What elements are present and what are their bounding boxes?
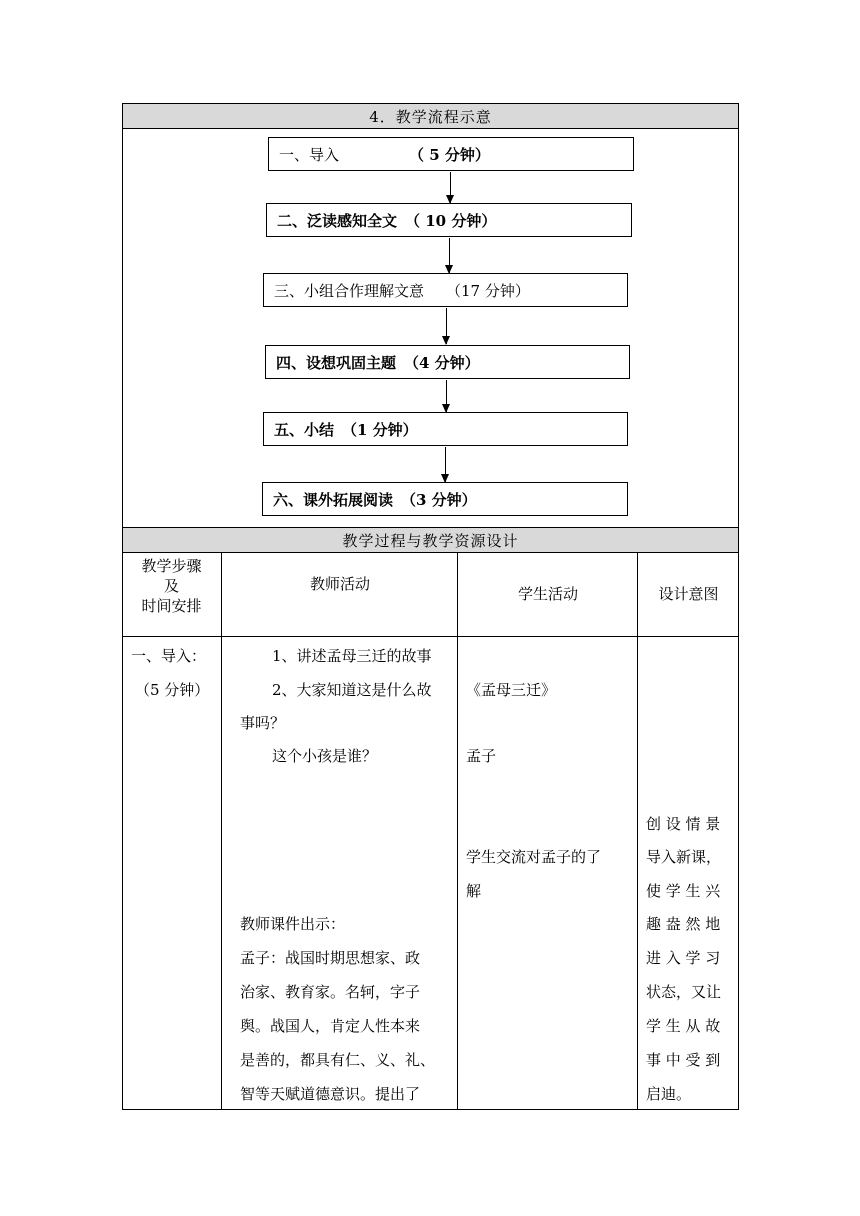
teacher-activity-1: 1、讲述孟母三迁的故事	[272, 647, 432, 665]
flow-arrow-4	[446, 380, 447, 412]
student-activity-3a: 学生交流对孟子的了	[466, 848, 602, 866]
flow-arrow-1	[450, 172, 451, 203]
flow-step-3-time: （17 分钟）	[446, 281, 530, 300]
teacher-activity-3: 这个小孩是谁？	[272, 747, 378, 765]
flow-step-5-label: 五、小结	[274, 420, 335, 439]
flow-step-2-time: （ 10 分钟）	[405, 211, 497, 230]
student-activity-3b: 解	[466, 882, 482, 900]
flow-arrow-3	[446, 308, 447, 344]
flow-step-4-label: 四、设想巩固主题	[276, 353, 397, 372]
flow-step-4	[265, 345, 630, 379]
process-section-header	[122, 528, 739, 552]
intent-line6: 状态，又让	[646, 983, 722, 1001]
intent-line8: 事 中 受 到	[646, 1051, 721, 1069]
intent-line4: 趣 盎 然 地	[646, 915, 721, 933]
col-header-step-line2: 及	[163, 577, 179, 595]
teacher-activity-2a: 2、大家知道这是什么故	[272, 681, 432, 699]
flow-section-header	[122, 104, 739, 128]
student-activity-2: 孟子	[466, 747, 497, 765]
flow-step-4-time: （4 分钟）	[404, 353, 480, 372]
student-activity-1: 《孟母三迁》	[466, 681, 557, 699]
col-header-step-line3: 时间安排	[141, 597, 202, 615]
flow-step-2-label: 二、泛读感知全文	[277, 211, 398, 230]
teacher-activity-2b: 事吗？	[240, 714, 286, 732]
intent-line5: 进 入 学 习	[646, 949, 721, 967]
col-header-student: 学生活动	[517, 585, 578, 603]
flow-step-3-label: 三、小组合作理解文意	[274, 281, 425, 300]
intent-line9: 启迪。	[646, 1085, 692, 1103]
row1-step-line1: 一、导入：	[131, 647, 207, 665]
col-header-step-line1: 教学步骤	[141, 557, 202, 575]
intent-line7: 学 生 从 故	[646, 1017, 721, 1035]
intent-line1: 创 设 情 景	[646, 815, 721, 833]
flow-step-3	[263, 273, 628, 307]
flow-step-1-label: 一、导入	[279, 145, 340, 164]
flow-step-1-time: （ 5 分钟）	[409, 145, 490, 164]
teacher-activity-4: 教师课件出示：	[240, 915, 346, 933]
flow-section-title: 4．教学流程示意	[369, 107, 492, 126]
flow-step-5	[263, 412, 628, 446]
flow-step-6	[262, 482, 628, 516]
flow-arrow-5	[445, 447, 446, 482]
row1-step-line2: （5 分钟）	[135, 681, 210, 699]
flow-step-6-label: 六、课外拓展阅读	[273, 490, 394, 509]
col-header-step	[122, 556, 221, 636]
flow-step-6-time: （3 分钟）	[401, 490, 477, 509]
col-header-teacher: 教师活动	[309, 575, 370, 593]
teacher-courseware-line4: 是善的，都具有仁、义、礼、	[240, 1051, 436, 1069]
teacher-courseware-line1: 孟子：战国时期思想家、政	[240, 949, 421, 967]
teacher-courseware-line5: 智等天赋道德意识。提出了	[240, 1085, 421, 1103]
teacher-courseware-line3: 舆。战国人，肯定人性本来	[240, 1017, 421, 1035]
process-section-title: 教学过程与教学资源设计	[342, 531, 519, 550]
flow-step-2	[266, 203, 632, 237]
intent-line3: 使 学 生 兴	[646, 882, 721, 900]
intent-line2: 导入新课，	[646, 848, 722, 866]
col-header-intent: 设计意图	[658, 585, 719, 603]
flow-arrow-2	[449, 238, 450, 273]
flow-step-5-time: （1 分钟）	[342, 420, 418, 439]
teacher-courseware-line2: 治家、教育家。名轲，字子	[240, 983, 421, 1001]
flow-step-1	[268, 137, 634, 171]
